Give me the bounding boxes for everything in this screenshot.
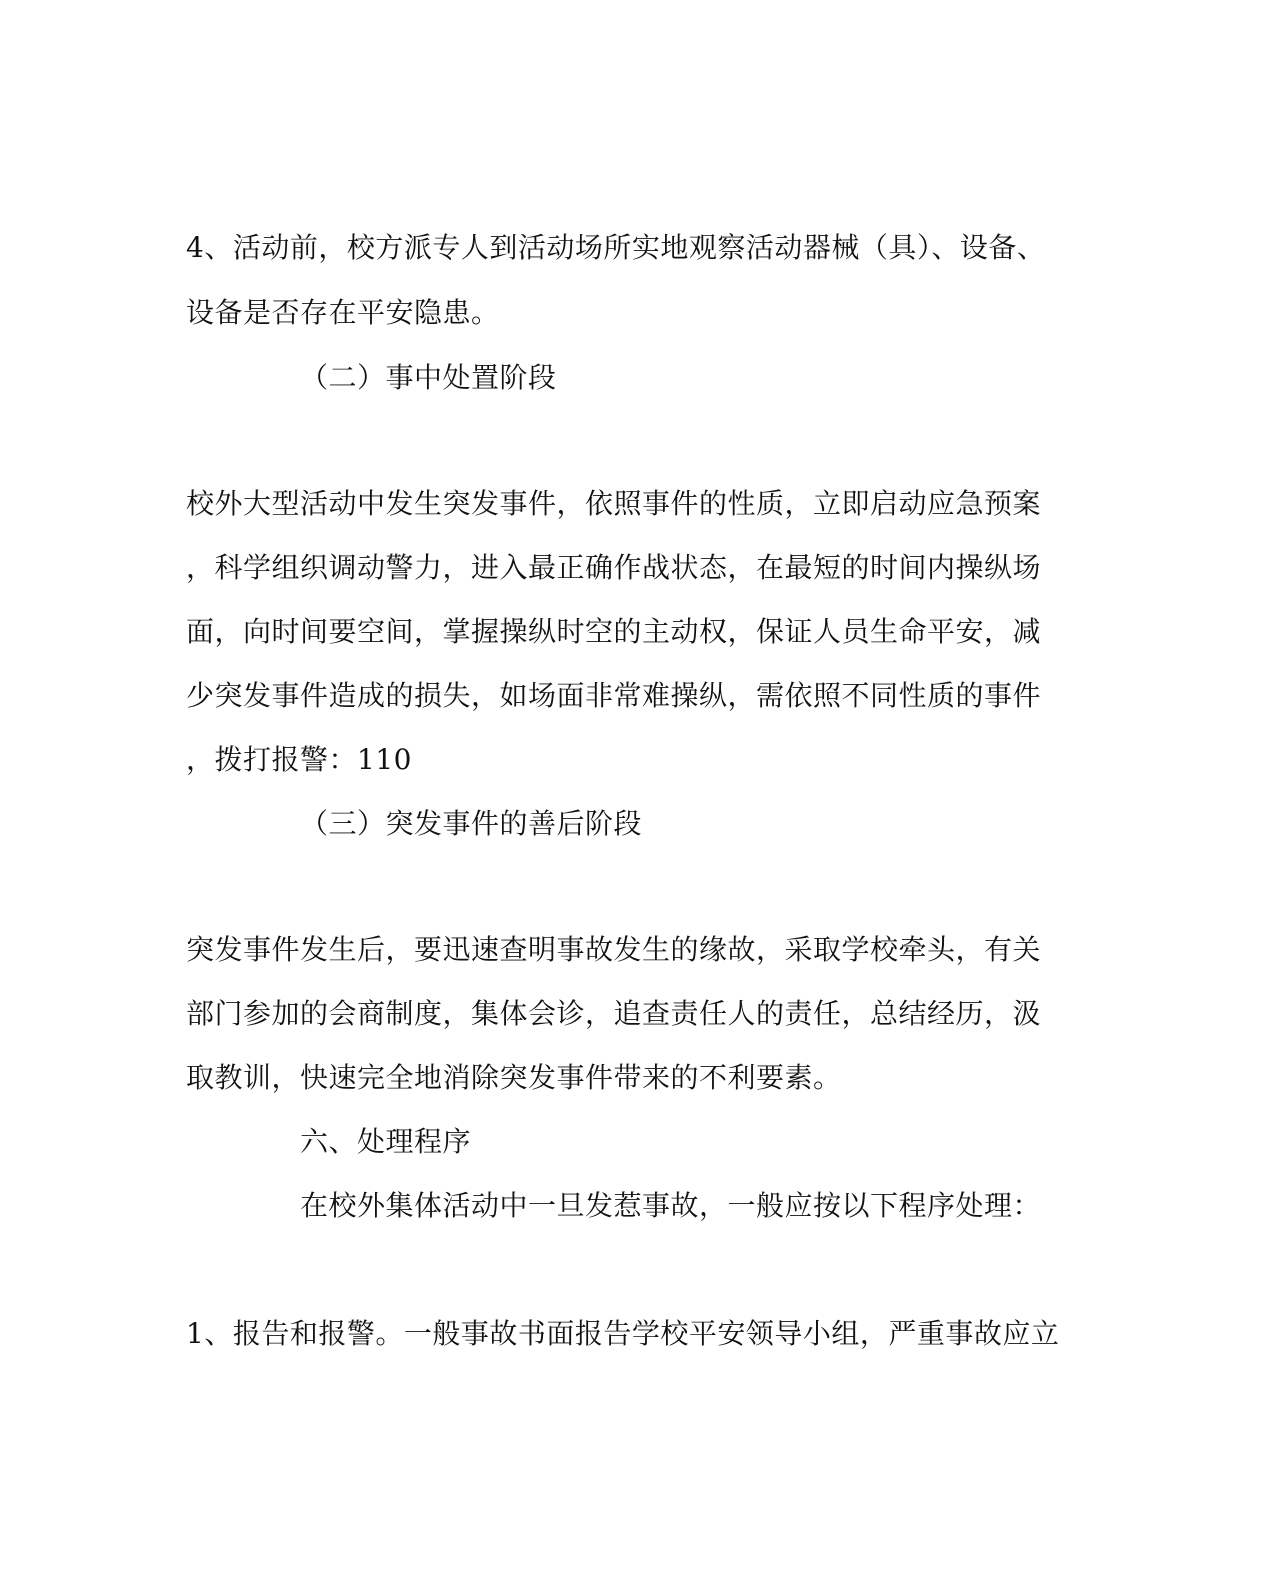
paragraph-line: 突发事件发生后，要迅速查明事故发生的缘故，采取学校牵头，有关 <box>186 933 1042 966</box>
paragraph-line: 校外大型活动中发生突发事件，依照事件的性质，立即启动应急预案 <box>186 487 1042 520</box>
paragraph-line: 部门参加的会商制度，集体会诊，追查责任人的责任，总结经历，汲 <box>186 997 1042 1030</box>
paragraph-line: ，拨打报警：110 <box>186 743 412 776</box>
paragraph-line: 少突发事件造成的损失，如场面非常难操纵，需依照不同性质的事件 <box>186 679 1042 712</box>
paragraph-line: 取教训，快速完全地消除突发事件带来的不利要素。 <box>186 1061 842 1094</box>
paragraph-line: 在校外集体活动中一旦发惹事故，一般应按以下程序处理： <box>300 1189 1042 1222</box>
paragraph-line: 1、报告和报警。一般事故书面报告学校平安领导小组，严重事故应立 <box>186 1317 1060 1350</box>
paragraph-line: 4、活动前，校方派专人到活动场所实地观察活动器械（具）、设备、 <box>186 231 1046 264</box>
section-heading: （二）事中处置阶段 <box>300 361 557 394</box>
paragraph-line: 面，向时间要空间，掌握操纵时空的主动权，保证人员生命平安，减 <box>186 615 1042 648</box>
section-heading: （三）突发事件的善后阶段 <box>300 807 643 840</box>
paragraph-line: 设备是否存在平安隐患。 <box>186 296 500 329</box>
paragraph-line: ，科学组织调动警力，进入最正确作战状态，在最短的时间内操纵场 <box>186 551 1042 584</box>
section-heading: 六、处理程序 <box>300 1125 472 1158</box>
